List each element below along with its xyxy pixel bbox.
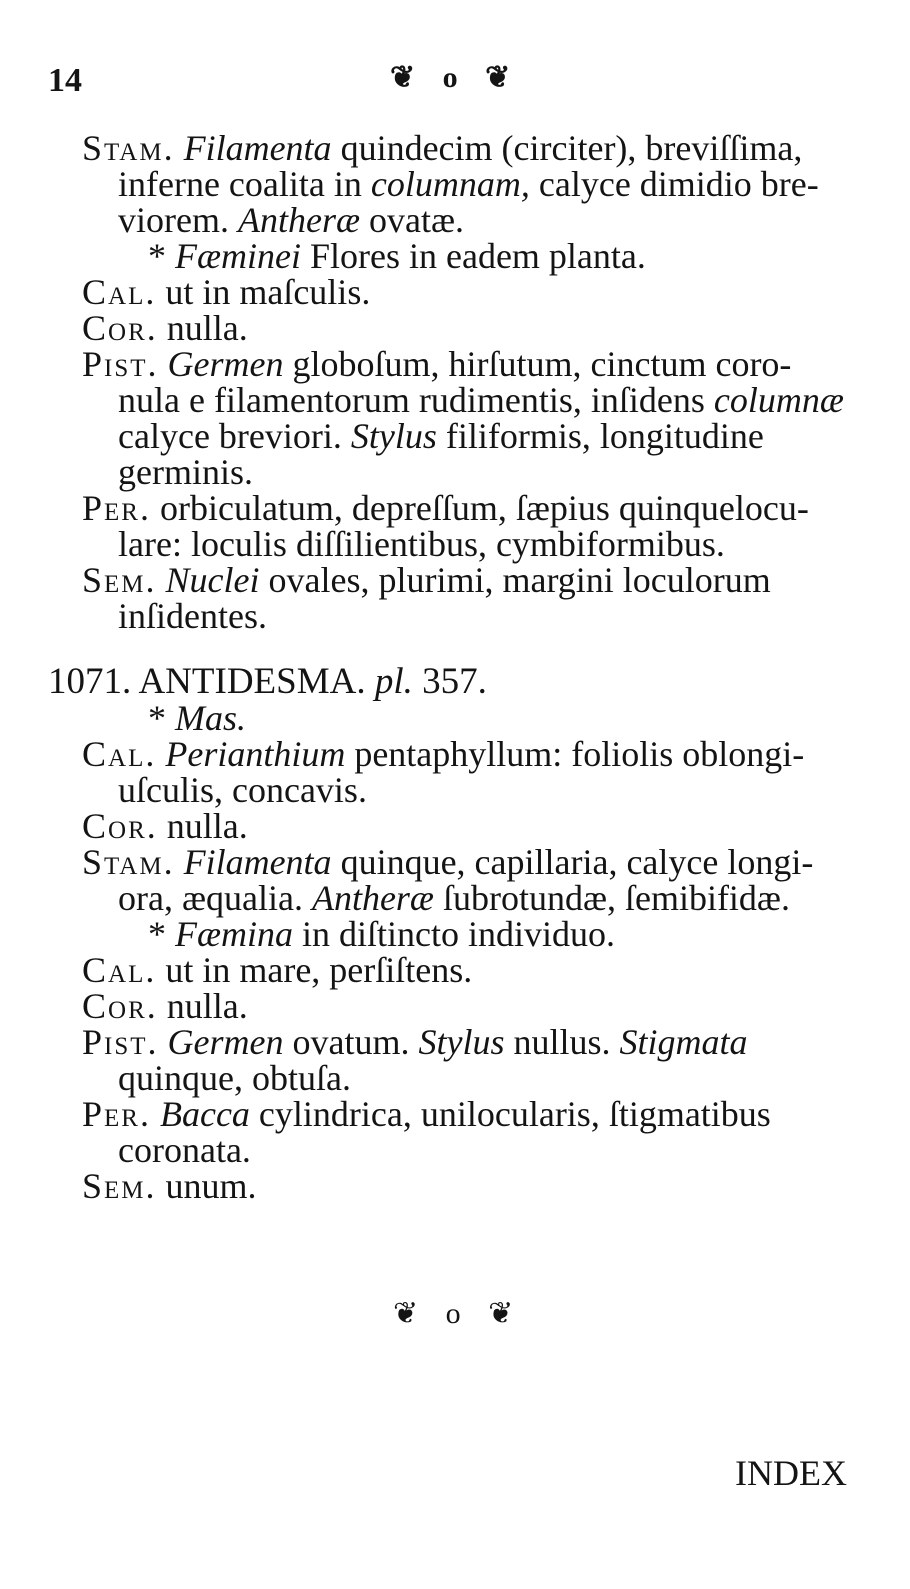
text-line	[148, 236, 646, 276]
italic-term: Mas.	[175, 698, 246, 738]
organ-label: Cal.	[82, 734, 157, 774]
catchword: INDEX	[735, 1453, 847, 1493]
text-line	[118, 1130, 251, 1170]
line-text: globoſum, hirſutum, cinctum coro-	[283, 344, 792, 384]
italic-term: Stylus	[350, 416, 437, 456]
italic-term: Fæminei	[175, 236, 301, 276]
line-text: ſubrotundæ, ſemibifidæ.	[433, 878, 790, 918]
italic-term: columnam,	[370, 164, 530, 204]
genus-heading	[48, 662, 487, 702]
text-line	[148, 914, 615, 954]
line-text: nulla.	[157, 806, 248, 846]
text-line	[82, 560, 771, 600]
italic-term: Antheræ	[237, 200, 360, 240]
line-text: 357.	[412, 661, 487, 702]
organ-label: Cal.	[82, 950, 157, 990]
text-line	[118, 596, 267, 636]
line-text: coronata.	[118, 1130, 251, 1170]
line-text: ut in mare, perſiſtens.	[156, 950, 473, 990]
text-line	[82, 986, 248, 1026]
line-text: *	[148, 914, 175, 954]
text-line	[118, 1058, 351, 1098]
organ-label: Cor.	[82, 986, 158, 1026]
text-line	[118, 380, 844, 420]
line-text: lare: loculis diſſilientibus, cymbiformibus.	[118, 524, 725, 564]
text-line	[82, 344, 791, 384]
organ-label: Stam.	[82, 128, 175, 168]
line-text: *	[148, 698, 175, 738]
line-text: 1071. ANTIDESMA.	[48, 661, 375, 702]
ornament-top: ❦ o ❦	[390, 61, 521, 94]
text-line	[118, 878, 790, 918]
line-text: ora, æqualia.	[118, 878, 312, 918]
line-text: *	[148, 236, 175, 276]
organ-label: Cal.	[82, 272, 157, 312]
line-text: quinque, capillaria, calyce longi-	[331, 842, 814, 882]
line-text: ovales, plurimi, margini loculorum	[259, 560, 771, 600]
italic-term: Perianthium	[156, 734, 346, 774]
italic-term: Filamenta	[174, 842, 332, 882]
text-line	[118, 770, 367, 810]
line-text: inſidentes.	[118, 596, 267, 636]
text-line	[82, 1166, 257, 1206]
text-line	[82, 1022, 748, 1062]
text-line	[82, 1094, 771, 1134]
line-text: Flores in eadem planta.	[300, 236, 646, 276]
line-text: nulla.	[157, 986, 248, 1026]
italic-term: Germen	[158, 344, 284, 384]
line-text: nullus.	[504, 1022, 620, 1062]
line-text: nulla.	[157, 308, 248, 348]
organ-label: Pist.	[82, 344, 159, 384]
line-text: cylindrica, unilocularis, ſtigmatibus	[249, 1094, 771, 1134]
organ-label: Per.	[82, 1094, 151, 1134]
organ-label: Cor.	[82, 806, 158, 846]
text-line	[82, 272, 370, 312]
italic-term: Antheræ	[311, 878, 434, 918]
italic-term: columnæ	[713, 380, 844, 420]
line-text: calyce dimidio bre-	[529, 164, 819, 204]
line-text: orbiculatum, depreſſum, ſæpius quinquelocu-	[150, 488, 809, 528]
text-line	[118, 200, 464, 240]
line-text: ovatum.	[283, 1022, 419, 1062]
line-text: ovatæ.	[359, 200, 464, 240]
organ-label: Sem.	[82, 1166, 157, 1206]
text-line	[82, 950, 472, 990]
organ-label: Pist.	[82, 1022, 159, 1062]
line-text: unum.	[156, 1166, 257, 1206]
line-text: germinis.	[118, 452, 253, 492]
text-line	[118, 452, 253, 492]
line-text: nula e filamentorum rudimentis, inſidens	[118, 380, 714, 420]
italic-term: Nuclei	[156, 560, 260, 600]
italic-term: Germen	[158, 1022, 284, 1062]
line-text: uſculis, concavis.	[118, 770, 367, 810]
organ-label: Per.	[82, 488, 151, 528]
line-text: viorem.	[118, 200, 238, 240]
italic-term: Stylus	[418, 1022, 505, 1062]
line-text: filiformis, longitudine	[436, 416, 764, 456]
line-text: quinque, obtuſa.	[118, 1058, 351, 1098]
organ-label: Stam.	[82, 842, 175, 882]
italic-term: Fæmina	[175, 914, 294, 954]
text-line	[118, 524, 725, 564]
line-text: inferne coalita in	[118, 164, 371, 204]
text-line	[82, 308, 248, 348]
line-text: pentaphyllum: foliolis oblongi-	[345, 734, 805, 774]
line-text: ut in maſculis.	[156, 272, 371, 312]
italic-term: Bacca	[150, 1094, 250, 1134]
line-text: quindecim (circiter), breviſſima,	[331, 128, 803, 168]
italic-term: pl.	[374, 661, 413, 702]
page-number: 14	[48, 62, 82, 99]
italic-term: Stigmata	[619, 1022, 748, 1062]
text-line	[148, 698, 246, 738]
organ-label: Sem.	[82, 560, 157, 600]
line-text: calyce breviori.	[118, 416, 351, 456]
ornament-bottom: ❦ o ❦	[393, 1297, 524, 1330]
text-line	[82, 488, 809, 528]
text-line	[118, 416, 764, 456]
italic-term: Filamenta	[174, 128, 332, 168]
text-line	[82, 842, 813, 882]
organ-label: Cor.	[82, 308, 158, 348]
text-line	[82, 734, 804, 774]
text-line	[82, 806, 248, 846]
text-line	[118, 164, 819, 204]
line-text: in diſtincto individuo.	[293, 914, 616, 954]
text-line	[82, 128, 802, 168]
